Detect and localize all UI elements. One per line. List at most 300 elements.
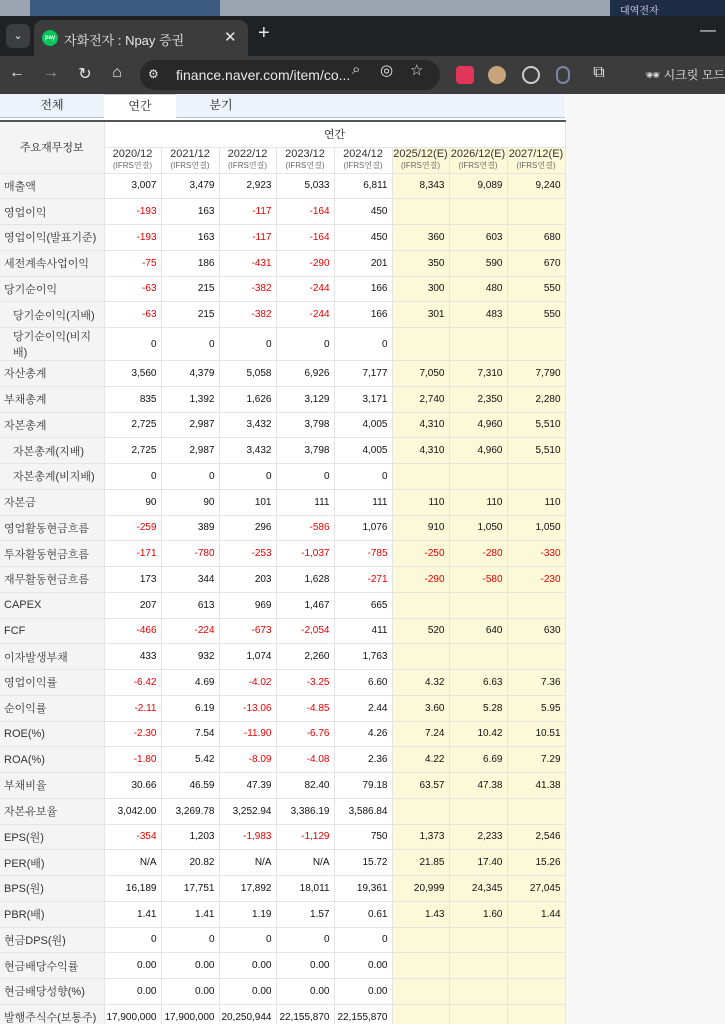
table-cell: 300 — [392, 276, 449, 302]
table-cell — [449, 328, 507, 361]
table-row — [0, 876, 565, 902]
extension-icon[interactable] — [522, 66, 540, 84]
table-cell: 835 — [104, 386, 161, 412]
period-header — [507, 147, 565, 173]
period-header — [161, 147, 219, 173]
row-label: PER(배) — [0, 850, 104, 876]
row-label: 자본총계 — [0, 412, 104, 438]
table-cell: -2.11 — [104, 695, 161, 721]
table-cell: 5.95 — [507, 695, 565, 721]
table-cell: 665 — [334, 592, 392, 618]
table-cell — [449, 1004, 507, 1024]
table-cell: -63 — [104, 302, 161, 328]
table-cell — [507, 199, 565, 225]
table-cell: 1,467 — [276, 592, 334, 618]
table-cell: 3,171 — [334, 386, 392, 412]
star-icon[interactable]: ☆ — [410, 62, 424, 79]
new-tab-icon[interactable]: + — [258, 22, 270, 44]
row-label: ROE(%) — [0, 721, 104, 747]
table-cell — [449, 644, 507, 670]
site-info-icon[interactable]: ⚙ — [148, 67, 159, 81]
forward-icon[interactable]: → — [43, 64, 59, 81]
table-row — [0, 412, 565, 438]
table-cell: -250 — [392, 541, 449, 567]
zoom-icon[interactable]: ⌕ — [352, 61, 361, 78]
table-cell — [507, 464, 565, 490]
reload-icon[interactable]: ↻ — [78, 66, 92, 83]
period-header — [219, 147, 276, 173]
table-cell: 0.00 — [219, 953, 276, 979]
table-cell: 5,510 — [507, 412, 565, 438]
table-cell: 1,392 — [161, 386, 219, 412]
table-cell: 6,811 — [334, 173, 392, 199]
table-cell: 207 — [104, 592, 161, 618]
table-cell: 4.26 — [334, 721, 392, 747]
table-row — [0, 850, 565, 876]
table-cell — [507, 927, 565, 953]
table-cell: -6.42 — [104, 670, 161, 696]
row-label: 영업이익률 — [0, 670, 104, 696]
table-cell: 3,386.19 — [276, 798, 334, 824]
table-cell: 6.63 — [449, 670, 507, 696]
period-header — [334, 147, 392, 173]
row-label: 부채비율 — [0, 773, 104, 799]
table-cell: 2,923 — [219, 173, 276, 199]
row-label: 발행주식수(보통주) — [0, 1004, 104, 1024]
table-cell: 111 — [276, 489, 334, 515]
tab-annual[interactable]: 연간 — [104, 94, 176, 118]
table-cell: 47.38 — [449, 773, 507, 799]
table-cell: 27,045 — [507, 876, 565, 902]
table-cell: 46.59 — [161, 773, 219, 799]
table-cell — [392, 199, 449, 225]
period-basis: (IFRS연결) — [458, 161, 498, 170]
table-cell: 1,626 — [219, 386, 276, 412]
table-row — [0, 515, 565, 541]
table-cell: 0.00 — [276, 979, 334, 1005]
table-cell: 7,177 — [334, 361, 392, 387]
table-cell: 3,129 — [276, 386, 334, 412]
table-cell: 4,960 — [449, 412, 507, 438]
table-cell: 4.22 — [392, 747, 449, 773]
table-cell: 910 — [392, 515, 449, 541]
table-cell: 17,900,000 — [104, 1004, 161, 1024]
table-row — [0, 361, 565, 387]
back-icon[interactable]: ← — [9, 64, 25, 81]
table-row — [0, 489, 565, 515]
table-cell: -164 — [276, 199, 334, 225]
table-cell: 20,250,944 — [219, 1004, 276, 1024]
table-cell: 3,432 — [219, 412, 276, 438]
financial-summary-table — [0, 120, 566, 1024]
table-cell: 0.00 — [334, 979, 392, 1005]
table-cell — [449, 464, 507, 490]
extension-icon[interactable] — [488, 66, 506, 84]
table-cell: 0.00 — [276, 953, 334, 979]
table-cell: 215 — [161, 302, 219, 328]
row-label: 영업이익 — [0, 199, 104, 225]
table-cell: 82.40 — [276, 773, 334, 799]
table-cell: 3,432 — [219, 438, 276, 464]
browser-tab[interactable] — [34, 20, 248, 56]
close-icon[interactable]: ✕ — [224, 29, 237, 46]
table-cell: 215 — [161, 276, 219, 302]
table-cell: 2,987 — [161, 438, 219, 464]
table-cell: 4.32 — [392, 670, 449, 696]
table-cell: 0 — [104, 464, 161, 490]
table-cell: 22,155,870 — [334, 1004, 392, 1024]
period-year: 2024/12 — [343, 148, 383, 160]
row-label: 현금DPS(원) — [0, 927, 104, 953]
table-cell: N/A — [276, 850, 334, 876]
table-cell: 110 — [392, 489, 449, 515]
banner-text: 대역전자 — [620, 6, 659, 16]
table-cell: 7.29 — [507, 747, 565, 773]
table-cell: -1,129 — [276, 824, 334, 850]
row-label: 순이익률 — [0, 695, 104, 721]
table-cell — [449, 953, 507, 979]
table-cell: 7.24 — [392, 721, 449, 747]
table-cell — [392, 798, 449, 824]
row-label: 투자활동현금흐름 — [0, 541, 104, 567]
table-cell: 5,033 — [276, 173, 334, 199]
table-cell: 10.51 — [507, 721, 565, 747]
table-cell — [392, 592, 449, 618]
table-row — [0, 199, 565, 225]
row-label: 자본유보율 — [0, 798, 104, 824]
row-label: 당기순이익(지배) — [0, 302, 104, 328]
table-cell: 603 — [449, 225, 507, 251]
table-cell: 6,926 — [276, 361, 334, 387]
table-cell: 932 — [161, 644, 219, 670]
table-cell: 1,763 — [334, 644, 392, 670]
table-cell: -330 — [507, 541, 565, 567]
table-cell: -75 — [104, 250, 161, 276]
table-cell: -1,037 — [276, 541, 334, 567]
table-cell: 0 — [219, 464, 276, 490]
extension-icon[interactable] — [456, 66, 474, 84]
npay-favicon-icon: pay — [42, 30, 58, 46]
row-label: 영업이익(발표기준) — [0, 225, 104, 251]
period-year: 2020/12 — [112, 148, 153, 160]
table-cell: -382 — [219, 276, 276, 302]
table-cell: 0 — [334, 328, 392, 361]
table-cell: 1,076 — [334, 515, 392, 541]
tab-all[interactable]: 전체 — [40, 98, 64, 112]
table-cell: 20,999 — [392, 876, 449, 902]
table-row — [0, 824, 565, 850]
period-basis: (IFRS연결) — [516, 161, 556, 170]
table-cell: 680 — [507, 225, 565, 251]
table-cell — [392, 979, 449, 1005]
table-cell: -580 — [449, 567, 507, 593]
table-cell: 0.00 — [219, 979, 276, 1005]
table-cell: 0 — [334, 464, 392, 490]
table-cell: 3.60 — [392, 695, 449, 721]
row-label: ROA(%) — [0, 747, 104, 773]
period-basis: (IFRS연결) — [343, 161, 383, 170]
table-cell: 7,790 — [507, 361, 565, 387]
table-cell: 7.54 — [161, 721, 219, 747]
table-cell: 5.42 — [161, 747, 219, 773]
table-cell: 2,987 — [161, 412, 219, 438]
table-row — [0, 901, 565, 927]
period-year: 2023/12 — [285, 148, 325, 160]
extensions-icon[interactable]: ⧉ — [593, 64, 605, 81]
table-cell: 344 — [161, 567, 219, 593]
period-year: 2025/12(E) — [393, 148, 448, 160]
table-cell: 550 — [507, 302, 565, 328]
table-cell: -673 — [219, 618, 276, 644]
table-cell: -785 — [334, 541, 392, 567]
row-label: 재무활동현금흐름 — [0, 567, 104, 593]
table-cell: 3,007 — [104, 173, 161, 199]
table-cell: -244 — [276, 302, 334, 328]
extension-icon[interactable] — [556, 66, 570, 84]
annual-header: 연간 — [104, 121, 565, 147]
table-cell: 4,005 — [334, 412, 392, 438]
table-cell: 0 — [104, 927, 161, 953]
table-cell: -3.25 — [276, 670, 334, 696]
table-cell: 17.40 — [449, 850, 507, 876]
table-cell: 296 — [219, 515, 276, 541]
table-cell: 4.69 — [161, 670, 219, 696]
table-cell: -193 — [104, 199, 161, 225]
table-cell: 0 — [161, 927, 219, 953]
table-cell: 0 — [104, 328, 161, 361]
period-header — [392, 147, 449, 173]
table-cell: 2,725 — [104, 438, 161, 464]
table-cell — [449, 199, 507, 225]
tab-title: 자화전자 : Npay 증권 — [64, 33, 185, 48]
tab-bar — [0, 16, 725, 56]
table-row — [0, 541, 565, 567]
table-cell: 0.00 — [161, 979, 219, 1005]
tab-quarterly[interactable]: 분기 — [209, 98, 233, 112]
table-cell: 2,725 — [104, 412, 161, 438]
table-cell: 9,089 — [449, 173, 507, 199]
table-cell: 1.19 — [219, 901, 276, 927]
period-header — [449, 147, 507, 173]
table-cell: 0 — [219, 927, 276, 953]
table-cell: 24,345 — [449, 876, 507, 902]
row-label: 영업활동현금흐름 — [0, 515, 104, 541]
browser-toolbar — [0, 56, 725, 94]
table-cell: 483 — [449, 302, 507, 328]
table-cell: 47.39 — [219, 773, 276, 799]
row-label: PBR(배) — [0, 901, 104, 927]
row-label: 현금배당성향(%) — [0, 979, 104, 1005]
table-cell: -1.80 — [104, 747, 161, 773]
table-cell: -290 — [276, 250, 334, 276]
table-cell: -1,983 — [219, 824, 276, 850]
table-cell — [507, 328, 565, 361]
table-cell: 4,960 — [449, 438, 507, 464]
row-label: 세전계속사업이익 — [0, 250, 104, 276]
table-cell: -290 — [392, 567, 449, 593]
table-cell: 550 — [507, 276, 565, 302]
table-cell: 3,269.78 — [161, 798, 219, 824]
table-cell: 0 — [161, 464, 219, 490]
period-year: 2021/12 — [170, 148, 210, 160]
table-cell: 0.61 — [334, 901, 392, 927]
table-cell: -271 — [334, 567, 392, 593]
corner-header: 주요재무정보 — [0, 121, 104, 173]
table-cell: 5,510 — [507, 438, 565, 464]
table-cell: 670 — [507, 250, 565, 276]
table-cell: 2,280 — [507, 386, 565, 412]
home-icon[interactable]: ⌂ — [112, 64, 122, 81]
period-basis: (IFRS연결) — [400, 161, 440, 170]
table-cell: -244 — [276, 276, 334, 302]
table-cell: 21.85 — [392, 850, 449, 876]
incognito-indicator[interactable] — [645, 66, 725, 83]
table-cell — [507, 953, 565, 979]
minimize-icon[interactable]: — — [700, 22, 716, 39]
table-cell: -382 — [219, 302, 276, 328]
table-cell: 0 — [334, 927, 392, 953]
table-cell: -171 — [104, 541, 161, 567]
row-label: 당기순이익(비지배) — [0, 328, 104, 361]
table-row — [0, 302, 565, 328]
row-label: CAPEX — [0, 592, 104, 618]
table-cell: -466 — [104, 618, 161, 644]
table-cell: 1,373 — [392, 824, 449, 850]
table-cell: 0 — [219, 328, 276, 361]
eye-off-icon[interactable]: ◎ — [380, 62, 394, 79]
row-label: 자산총계 — [0, 361, 104, 387]
row-label: 이자발생부채 — [0, 644, 104, 670]
table-cell: 3,560 — [104, 361, 161, 387]
period-header — [276, 147, 334, 173]
table-row — [0, 798, 565, 824]
table-cell: 1.41 — [104, 901, 161, 927]
table-cell: 350 — [392, 250, 449, 276]
table-cell: 0.00 — [334, 953, 392, 979]
row-label: 매출액 — [0, 173, 104, 199]
table-cell: -4.08 — [276, 747, 334, 773]
tab-search-icon[interactable]: ⌄ — [6, 24, 30, 48]
table-cell: 2,350 — [449, 386, 507, 412]
incognito-icon: 🕶 — [645, 68, 664, 82]
table-row — [0, 1004, 565, 1024]
period-basis: (IFRS연결) — [170, 161, 210, 170]
table-cell: 4,310 — [392, 412, 449, 438]
incognito-label: 시크릿 모드 — [663, 68, 725, 82]
table-cell: 411 — [334, 618, 392, 644]
table-cell: 16,189 — [104, 876, 161, 902]
table-cell — [507, 979, 565, 1005]
table-cell: -4.02 — [219, 670, 276, 696]
table-row — [0, 250, 565, 276]
table-row — [0, 773, 565, 799]
table-cell — [392, 328, 449, 361]
table-cell: 640 — [449, 618, 507, 644]
table-cell: 7.36 — [507, 670, 565, 696]
table-cell: 41.38 — [507, 773, 565, 799]
table-cell: -2,054 — [276, 618, 334, 644]
table-row — [0, 721, 565, 747]
table-cell: 3,798 — [276, 438, 334, 464]
table-cell: 17,900,000 — [161, 1004, 219, 1024]
table-cell — [449, 592, 507, 618]
table-cell: 0 — [276, 328, 334, 361]
table-row — [0, 173, 565, 199]
table-cell: 1,074 — [219, 644, 276, 670]
table-cell: 163 — [161, 199, 219, 225]
row-label: BPS(원) — [0, 876, 104, 902]
period-year: 2027/12(E) — [508, 148, 564, 160]
table-cell: 173 — [104, 567, 161, 593]
table-cell: 3,479 — [161, 173, 219, 199]
table-cell: -354 — [104, 824, 161, 850]
row-label: FCF — [0, 618, 104, 644]
table-cell: 1.57 — [276, 901, 334, 927]
table-cell — [507, 644, 565, 670]
table-body — [0, 173, 565, 1024]
table-row — [0, 670, 565, 696]
table-cell: 166 — [334, 276, 392, 302]
table-cell: 90 — [161, 489, 219, 515]
page-content — [0, 94, 725, 1024]
period-basis: (IFRS연결) — [285, 161, 325, 170]
table-cell: -117 — [219, 225, 276, 251]
banner-block-dark — [610, 0, 725, 16]
address-bar[interactable] — [140, 60, 440, 90]
table-cell: 19,361 — [334, 876, 392, 902]
table-cell — [507, 798, 565, 824]
table-cell: -224 — [161, 618, 219, 644]
table-cell — [449, 927, 507, 953]
table-cell: -780 — [161, 541, 219, 567]
table-cell: 480 — [449, 276, 507, 302]
table-cell: -8.09 — [219, 747, 276, 773]
table-cell: 750 — [334, 824, 392, 850]
row-label: 자본총계(지배) — [0, 438, 104, 464]
table-cell — [392, 464, 449, 490]
table-cell: 0.00 — [161, 953, 219, 979]
table-cell: 166 — [334, 302, 392, 328]
table-cell: 360 — [392, 225, 449, 251]
table-cell: 2,260 — [276, 644, 334, 670]
table-cell: 1,050 — [507, 515, 565, 541]
table-cell: 613 — [161, 592, 219, 618]
table-cell — [449, 798, 507, 824]
table-cell: 79.18 — [334, 773, 392, 799]
table-cell: 6.69 — [449, 747, 507, 773]
table-row — [0, 386, 565, 412]
table-row — [0, 953, 565, 979]
table-cell: 30.66 — [104, 773, 161, 799]
table-row — [0, 464, 565, 490]
table-cell: 110 — [449, 489, 507, 515]
table-cell: 4,005 — [334, 438, 392, 464]
table-cell: 301 — [392, 302, 449, 328]
table-cell: 1.43 — [392, 901, 449, 927]
table-cell: 6.19 — [161, 695, 219, 721]
table-cell: 163 — [161, 225, 219, 251]
table-cell: 10.42 — [449, 721, 507, 747]
banner-block — [30, 0, 220, 16]
row-label: EPS(원) — [0, 824, 104, 850]
table-cell: 90 — [104, 489, 161, 515]
table-cell: 0 — [276, 464, 334, 490]
period-basis: (IFRS연결) — [112, 161, 152, 170]
table-cell: 2,546 — [507, 824, 565, 850]
table-row — [0, 225, 565, 251]
period-header — [104, 147, 161, 173]
table-cell: 6.60 — [334, 670, 392, 696]
